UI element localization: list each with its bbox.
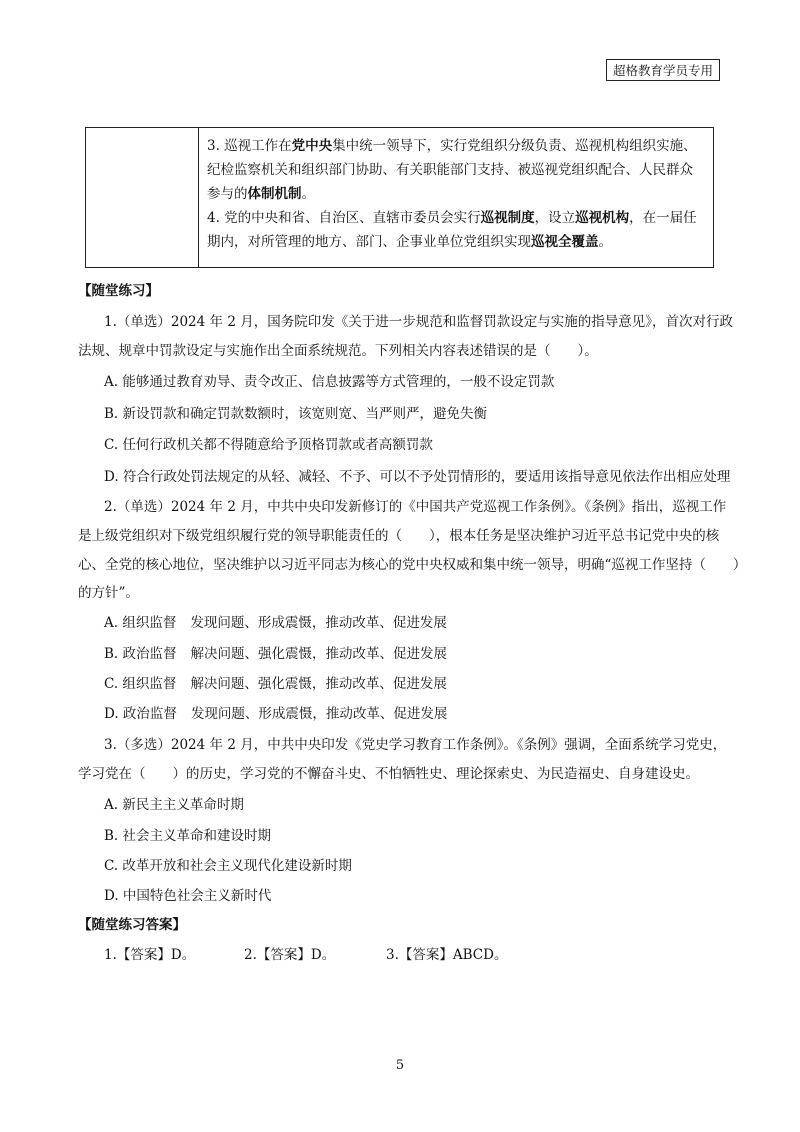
table-item-3 — [207, 134, 705, 206]
practice-heading: 【随堂练习】 — [78, 283, 159, 299]
text-run: 。 — [301, 186, 315, 202]
summary-table — [85, 127, 714, 268]
table-left-cell — [86, 128, 199, 267]
q1-option-c: C. 任何行政机关都不得随意给予顶格罚款或者高额罚款 — [104, 437, 433, 453]
q3-option-d: D. 中国特色社会主义新时代 — [104, 888, 272, 904]
q1-stem-line-1: 1.（单选）2024 年 2 月，国务院印发《关于进一步规范和监督罚款设定与实施的指导意见》，首次对行政 — [104, 314, 733, 330]
bold-term: 巡视机构 — [575, 210, 630, 226]
bold-term: 巡视全覆盖 — [531, 234, 599, 250]
text-run: 集中统一领导下，实行党组织分级负责、巡视机构组织实施、纪检监察机关和组织部门协助、有关职能部门支持、被巡视党组织配合、人民群众参与的 — [207, 138, 697, 202]
text-run: ，设立 — [534, 210, 576, 226]
q2-stem-line-3: 心、全党的核心地位，坚决维护以习近平同志为核心的党中央权威和集中统一领导，明确“巡视工作坚持（ ） — [78, 557, 747, 573]
q3-option-a: A. 新民主主义革命时期 — [104, 797, 244, 813]
table-item-4 — [207, 206, 705, 254]
q2-stem-line-1: 2.（单选）2024 年 2 月，中共中央印发新修订的《中国共产党巡视工作条例》。《条例》指出，巡视工作 — [104, 499, 727, 515]
option-label: A. 组织监督 — [104, 615, 177, 631]
option-label: D. 政治监督 — [104, 706, 177, 722]
q3-stem-line-1: 3.（多选）2024 年 2 月，中共中央印发《党史学习教育工作条例》。《条例》强调，全面系统学习党史， — [104, 737, 727, 753]
text-run: ，在一届任期内，对所管理的地方、部门、企事业单位党组织实现 — [207, 210, 697, 250]
q3-option-c: C. 改革开放和社会主义现代化建设新时期 — [104, 858, 352, 874]
q3-option-b: B. 社会主义革命和建设时期 — [104, 828, 272, 844]
q2-stem-line-4: 的方针”。 — [78, 585, 139, 601]
table-right-cell — [199, 128, 713, 267]
q1-stem-line-2: 法规、规章中罚款设定与实施作出全面系统规范。下列相关内容表述错误的是（ ）。 — [78, 343, 598, 359]
option-text: 发现问题、形成震慑，推动改革、促进发展 — [190, 615, 447, 631]
q2-option-b — [104, 644, 447, 664]
bold-term: 巡视制度 — [480, 210, 535, 226]
text-run: 4. 党的中央和省、自治区、直辖市委员会实行 — [207, 210, 481, 226]
q3-stem-line-2: 学习党在（ ）的历史，学习党的不懈奋斗史、不怕牺牲史、理论探索史、为民造福史、自身建设史。 — [78, 766, 699, 782]
q2-option-d — [104, 704, 447, 724]
q2-option-a — [104, 613, 447, 633]
header-stamp: 超格教育学员专用 — [606, 59, 720, 81]
option-text: 解决问题、强化震慑，推动改革、促进发展 — [190, 646, 448, 662]
q2-stem-line-2: 是上级党组织对下级党组织履行党的领导职能责任的（ ），根本任务是坚决维护习近平总书记党中央的核 — [78, 528, 720, 544]
answer-3: 3.【答案】ABCD。 — [386, 947, 508, 963]
q1-option-d: D. 符合行政处罚法规定的从轻、减轻、不予、可以不予处罚情形的，要适用该指导意见依法作出相应处理 — [104, 469, 731, 485]
page-number: 5 — [395, 1058, 405, 1073]
option-text: 发现问题、形成震慑，推动改革、促进发展 — [190, 706, 448, 722]
answer-2: 2.【答案】D。 — [244, 947, 336, 963]
answer-1: 1.【答案】D。 — [104, 947, 196, 963]
text-run: 3. 巡视工作在 — [207, 138, 292, 154]
q1-option-b: B. 新设罚款和确定罚款数额时，该宽则宽、当严则严，避免失衡 — [104, 406, 488, 422]
answers-heading: 【随堂练习答案】 — [78, 917, 186, 933]
bold-term: 党中央 — [291, 138, 333, 154]
bold-term: 体制机制 — [247, 186, 302, 202]
q1-option-a: A. 能够通过教育劝导、责令改正、信息披露等方式管理的，一般不设定罚款 — [104, 374, 555, 390]
q2-option-c — [104, 674, 447, 694]
option-label: C. 组织监督 — [104, 676, 177, 692]
option-label: B. 政治监督 — [104, 646, 177, 662]
option-text: 解决问题、强化震慑，推动改革、促进发展 — [190, 676, 447, 692]
text-run: 。 — [598, 234, 612, 250]
